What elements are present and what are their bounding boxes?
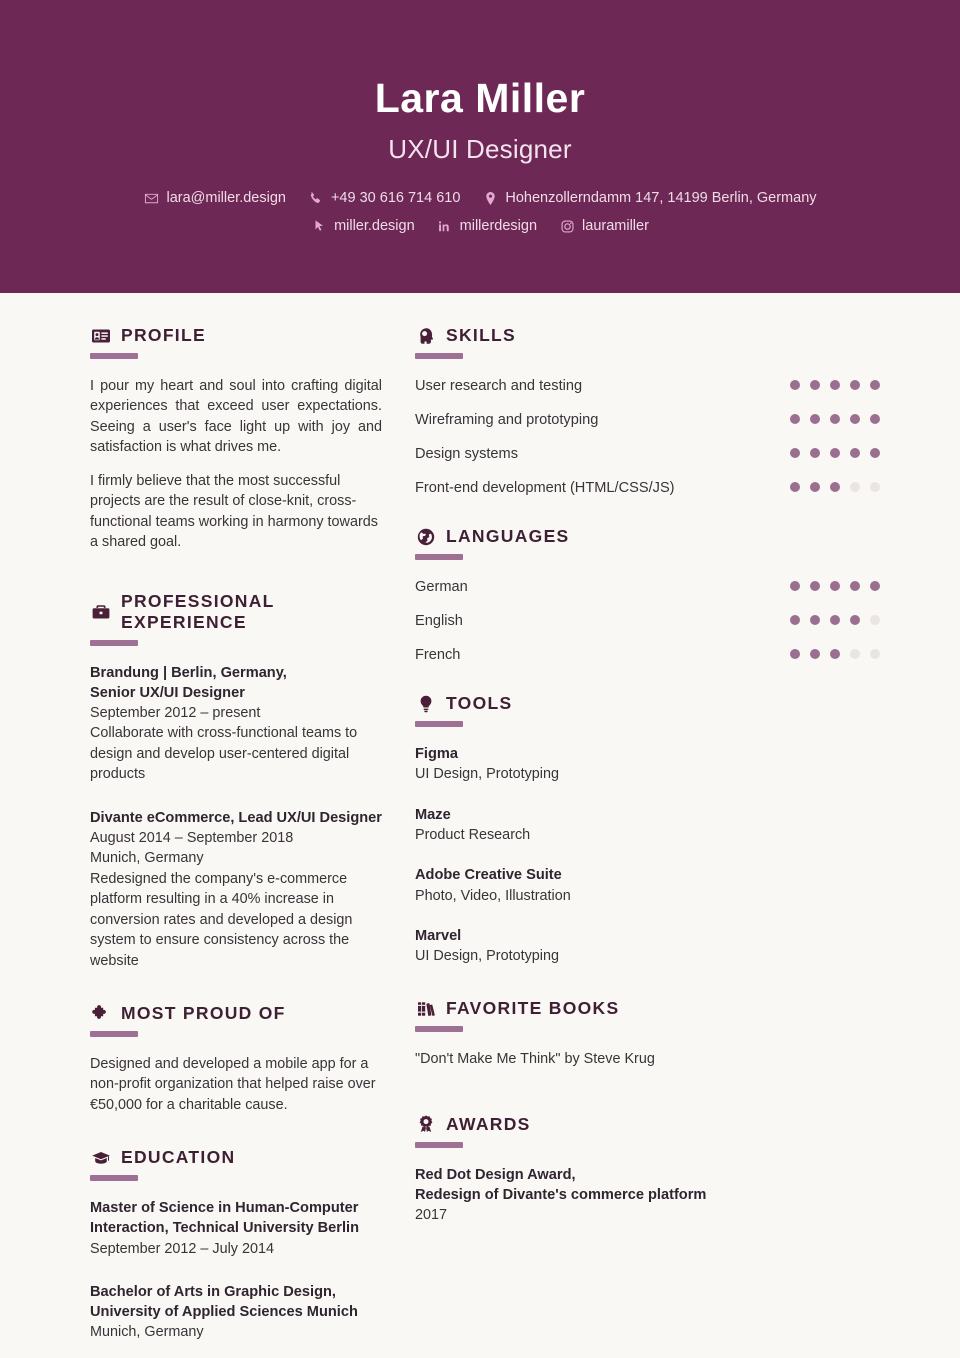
- experience-description: Redesigned the company's e-commerce platform resulting in a 40% increase in conversion rates and developed a design system to ensure consistency across the website: [90, 870, 353, 969]
- rating-dot: [790, 615, 800, 625]
- rating-dot: [790, 482, 800, 492]
- contact-email-text: lara@miller.design: [166, 190, 286, 206]
- rating-dot: [830, 380, 840, 390]
- page-title: Lara Miller: [374, 75, 586, 121]
- tool-name: Figma: [415, 746, 458, 762]
- section-favorite-books: [415, 998, 880, 1069]
- section-rule: [90, 1175, 138, 1181]
- location-pin-icon: [482, 190, 498, 206]
- section-tools-header: [415, 693, 880, 714]
- education-title-line2: Interaction, Technical University Berlin: [90, 1220, 359, 1237]
- rating-dot: [850, 380, 860, 390]
- spacer: [415, 667, 880, 693]
- experience-entry: [90, 663, 382, 785]
- rating-dot: [810, 615, 820, 625]
- resume-header: [0, 0, 960, 293]
- instagram-icon: [559, 218, 575, 234]
- rating-dot: [810, 448, 820, 458]
- skill-rating-dots: [790, 444, 880, 458]
- profile-paragraph-2: I firmly believe that the most successful projects are the result of close-knit, cross-functional teams working in harmony towards a shared goal.: [90, 472, 378, 551]
- experience-title-line1: Divante eCommerce, Lead UX/UI Designer: [90, 809, 382, 826]
- rating-dot: [810, 380, 820, 390]
- education-dates: September 2012 – July 2014: [90, 1240, 275, 1257]
- award-year: 2017: [415, 1207, 448, 1224]
- tool-item: [415, 744, 880, 785]
- rating-dot: [790, 448, 800, 458]
- tool-description: UI Design, Prototyping: [415, 948, 559, 965]
- section-rule: [90, 640, 138, 646]
- contact-website-text: miller.design: [334, 218, 415, 234]
- skill-rating-dots: [790, 376, 880, 390]
- section-favorite-books-title: FAVORITE BOOKS: [446, 998, 620, 1019]
- section-awards-header: [415, 1114, 880, 1135]
- rating-dot: [810, 649, 820, 659]
- education-title-line1: Bachelor of Arts in Graphic Design,: [90, 1284, 336, 1301]
- cursor-icon: [311, 218, 327, 234]
- rating-dot: [870, 649, 880, 659]
- spacer: [415, 966, 880, 998]
- tool-item: [415, 926, 880, 967]
- right-column: [408, 293, 960, 1343]
- skill-row: [415, 410, 880, 432]
- contact-address: [482, 190, 816, 206]
- language-label: English: [415, 613, 463, 629]
- rating-dot: [850, 615, 860, 625]
- rating-dot: [790, 581, 800, 591]
- books-icon: [415, 998, 436, 1019]
- language-rating-dots: [790, 645, 880, 659]
- skill-rating-dots: [790, 478, 880, 492]
- job-title: UX/UI Designer: [388, 134, 572, 164]
- skill-row: [415, 478, 880, 500]
- section-rule: [90, 353, 138, 359]
- rating-dot: [870, 414, 880, 424]
- spacer: [90, 1115, 382, 1147]
- contact-linkedin-text: millerdesign: [459, 218, 538, 234]
- rating-dot: [870, 482, 880, 492]
- rating-dot: [850, 581, 860, 591]
- section-languages-title: LANGUAGES: [446, 526, 570, 546]
- section-skills-title: SKILLS: [446, 325, 517, 345]
- rating-dot: [810, 414, 820, 424]
- section-experience: [90, 591, 382, 971]
- section-education-header: [90, 1147, 382, 1168]
- section-favorite-books-header: [415, 998, 880, 1019]
- contact-phone[interactable]: [308, 190, 460, 206]
- tool-item: [415, 805, 880, 846]
- rating-dot: [830, 615, 840, 625]
- tool-name: Maze: [415, 806, 451, 823]
- section-rule: [90, 1031, 138, 1037]
- rating-dot: [830, 448, 840, 458]
- rating-dot: [830, 482, 840, 492]
- graduation-cap-icon: [90, 1147, 111, 1168]
- experience-description: Collaborate with cross-functional teams to design and develop user-centered digital products: [90, 725, 358, 783]
- rating-dot: [850, 649, 860, 659]
- lightbulb-icon: [415, 693, 436, 714]
- spacer: [90, 971, 382, 1003]
- section-rule: [415, 554, 463, 560]
- rating-dot: [830, 649, 840, 659]
- section-skills-header: [415, 325, 880, 346]
- education-entry: [90, 1282, 382, 1343]
- globe-icon: [415, 526, 436, 547]
- section-rule: [415, 721, 463, 727]
- language-rating-dots: [790, 611, 880, 625]
- skill-rating-dots: [790, 410, 880, 424]
- section-rule: [415, 1026, 463, 1032]
- tool-name: Adobe Creative Suite: [415, 867, 562, 884]
- puzzle-piece-icon: [90, 1003, 111, 1024]
- tool-description: Photo, Video, Illustration: [415, 887, 571, 904]
- rating-dot: [790, 649, 800, 659]
- rating-dot: [850, 448, 860, 458]
- education-title-line2: University of Applied Sciences Munich: [90, 1304, 358, 1321]
- section-most-proud-of-title: MOST PROUD OF: [121, 1002, 286, 1023]
- id-card-icon: [90, 325, 111, 346]
- spacer: [415, 1070, 880, 1114]
- skill-row: [415, 376, 880, 398]
- rating-dot: [870, 581, 880, 591]
- contact-email[interactable]: [143, 190, 286, 206]
- experience-dates: September 2012 – present: [90, 704, 261, 721]
- most-proud-of-text: Designed and developed a mobile app for a non-profit organization that helped raise over €50,000 for a charitable cause.: [90, 1055, 376, 1113]
- rating-dot: [870, 380, 880, 390]
- skill-row: [415, 444, 880, 466]
- award-title-line1: Red Dot Design Award,: [415, 1166, 576, 1183]
- section-profile-header: [90, 325, 382, 346]
- rating-dot: [870, 448, 880, 458]
- section-languages-header: [415, 526, 880, 547]
- section-most-proud-of: [90, 1003, 382, 1115]
- education-location: Munich, Germany: [90, 1324, 204, 1341]
- linkedin-icon: [437, 218, 453, 234]
- language-rating-dots: [790, 577, 880, 591]
- section-skills: [415, 325, 880, 500]
- rating-dot: [830, 581, 840, 591]
- rating-dot: [830, 414, 840, 424]
- contact-instagram[interactable]: [559, 218, 649, 234]
- section-education-title: EDUCATION: [121, 1147, 236, 1168]
- award-medal-icon: [415, 1114, 436, 1135]
- contact-address-text: Hohenzollerndamm 147, 14199 Berlin, Germany: [505, 190, 817, 206]
- tool-description: Product Research: [415, 827, 531, 843]
- contact-row-primary: [0, 190, 960, 206]
- favorite-book-text: "Don't Make Me Think" by Steve Krug: [415, 1051, 655, 1068]
- experience-location: Munich, Germany: [90, 850, 204, 867]
- section-education: [90, 1147, 382, 1342]
- section-tools-title: TOOLS: [446, 693, 513, 713]
- skill-label: Design systems: [415, 446, 518, 462]
- envelope-icon: [143, 190, 159, 206]
- rating-dot: [790, 380, 800, 390]
- tool-name: Marvel: [415, 927, 462, 944]
- section-profile-title: PROFILE: [121, 325, 206, 345]
- experience-title-line1: Brandung | Berlin, Germany,: [90, 664, 287, 681]
- language-row: [415, 611, 880, 633]
- spacer: [90, 553, 382, 591]
- section-tools: [415, 693, 880, 966]
- section-profile: [90, 325, 382, 553]
- language-row: [415, 577, 880, 599]
- tool-item: [415, 865, 880, 906]
- rating-dot: [850, 482, 860, 492]
- spacer: [415, 500, 880, 526]
- contact-website[interactable]: [311, 218, 415, 234]
- section-rule: [415, 353, 463, 359]
- rating-dot: [810, 482, 820, 492]
- section-rule: [415, 1142, 463, 1148]
- profile-paragraph-1: I pour my heart and soul into crafting digital experiences that exceed user expectations. Seeing a user's face light up with joy and satisfaction is what drives me.: [90, 378, 382, 456]
- education-entry: [90, 1198, 382, 1259]
- rating-dot: [870, 615, 880, 625]
- section-awards-title: AWARDS: [446, 1113, 531, 1134]
- language-label: French: [415, 647, 461, 663]
- section-awards: [415, 1114, 880, 1226]
- experience-entry: [90, 808, 382, 971]
- experience-title-line2: Senior UX/UI Designer: [90, 684, 245, 701]
- contact-instagram-text: lauramiller: [582, 218, 649, 234]
- award-title-line2: Redesign of Divante's commerce platform: [415, 1186, 707, 1203]
- skill-label: Front-end development (HTML/CSS/JS): [415, 480, 675, 496]
- skill-label: Wireframing and prototyping: [415, 412, 599, 428]
- left-column: [0, 293, 408, 1343]
- experience-dates: August 2014 – September 2018: [90, 829, 294, 846]
- section-experience-header: [90, 591, 382, 633]
- education-title-line1: Master of Science in Human-Computer: [90, 1200, 359, 1217]
- brain-head-icon: [415, 325, 436, 346]
- section-languages: [415, 526, 880, 667]
- phone-icon: [308, 190, 324, 206]
- rating-dot: [850, 414, 860, 424]
- briefcase-icon: [90, 601, 111, 622]
- tool-description: UI Design, Prototyping: [415, 766, 559, 783]
- contact-phone-text: +49 30 616 714 610: [330, 190, 461, 206]
- section-most-proud-of-header: [90, 1003, 382, 1024]
- language-row: [415, 645, 880, 667]
- contact-row-social: [0, 218, 960, 234]
- resume-body: [0, 293, 960, 1343]
- skill-label: User research and testing: [415, 378, 583, 394]
- language-label: German: [415, 579, 468, 595]
- award-entry: [415, 1165, 880, 1226]
- rating-dot: [790, 414, 800, 424]
- section-experience-title: PROFESSIONAL EXPERIENCE: [121, 590, 275, 632]
- rating-dot: [810, 581, 820, 591]
- contact-linkedin[interactable]: [437, 218, 537, 234]
